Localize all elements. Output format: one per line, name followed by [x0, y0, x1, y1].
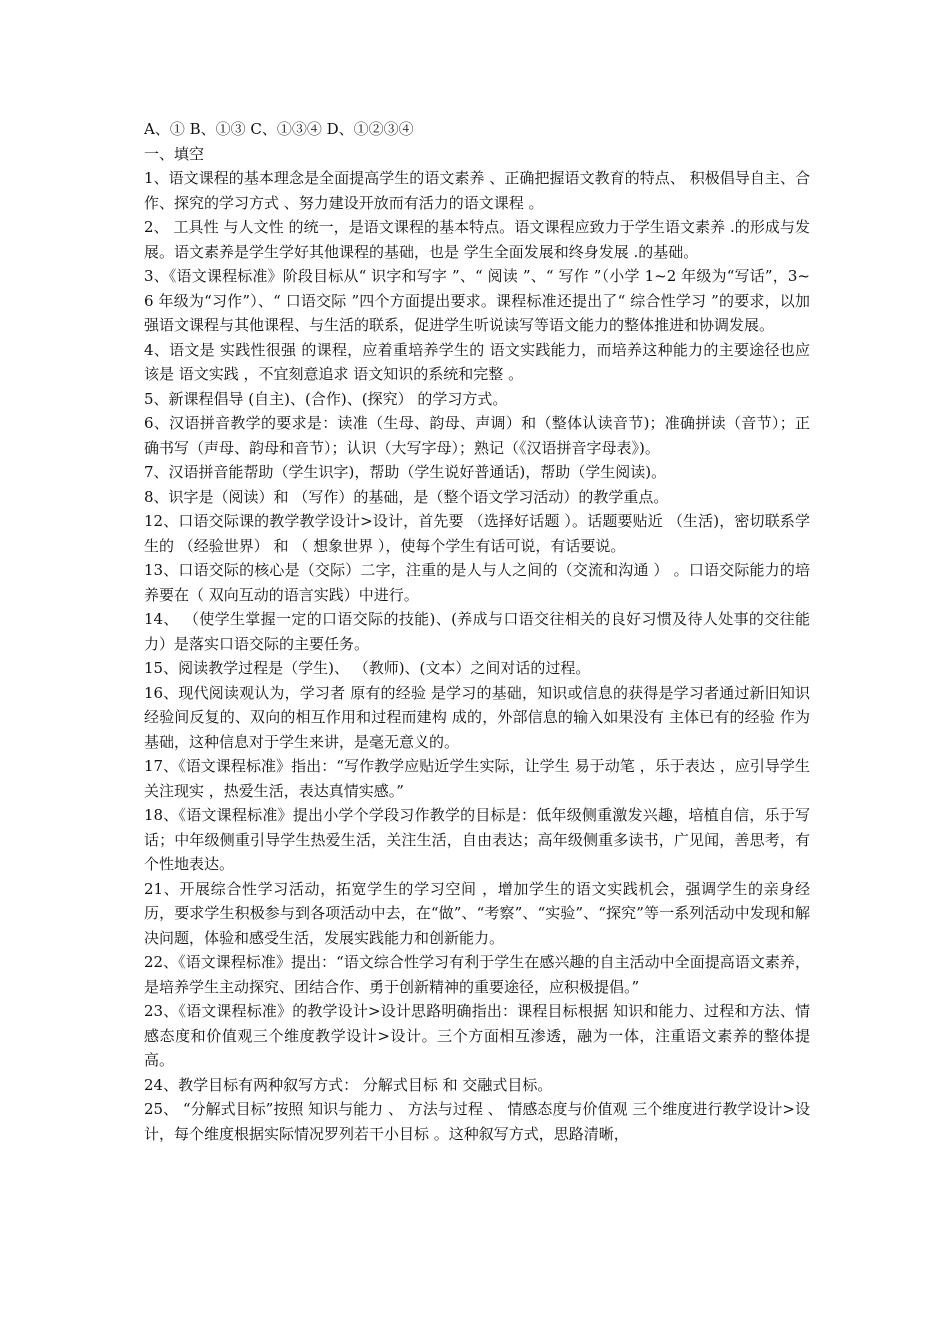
- paragraph: 15、阅读教学过程是（学生)、 （教师)、(文本）之间对话的过程。: [144, 659, 591, 677]
- options-line: A、① B、①③ C、①③④ D、①②③④: [144, 120, 414, 138]
- paragraph: 22、《语文课程标准》提出：“语文综合性学习有利于学生在感兴趣的自主活动中全面提高语文素养，是培养学生主动探究、团结合作、勇于创新精神的重要途径，应积极提倡。”: [144, 953, 810, 996]
- paragraph: 4、语文是 实践性很强 的课程，应着重培养学生的 语文实践能力，而培养这种能力的主要途径也应该是 语文实践 ，不宜刻意追求 语文知识的系统和完整 。: [144, 340, 810, 383]
- paragraph: 5、新课程倡导 (自主)、(合作)、(探究） 的学习方式。: [144, 389, 508, 408]
- paragraph: 6、汉语拼音教学的要求是：读准（生母、韵母、声调）和（整体认读音节)；准确拼读（音节）；正确书写（声母、韵母和音节）；认识（大写字母）；熟记（《汉语拼音字母表》)。: [144, 414, 810, 457]
- paragraph: 1、语文课程的基本理念是全面提高学生的语文素养 、正确把握语文教育的特点、 积极倡导自主、合作、探究的学习方式 、努力建设开放而有活力的语文课程 。: [144, 169, 810, 212]
- document-page: [144, 117, 810, 1146]
- paragraph: 25、 “分解式目标”按照 知识与能力 、 方法与过程 、 情感态度与价值观 三个维度进行教学设计>设计，每个维度根据实际情况罗列若干小目标 。这种叙写方式，思路清晰，: [144, 1100, 810, 1143]
- paragraph: 7、汉语拼音能帮助（学生识字)，帮助（学生说好普通话)，帮助（学生阅读)。: [144, 463, 667, 481]
- paragraph: 17、《语文课程标准》指出：“写作教学应贴近学生实际，让学生 易于动笔 ，乐于表达 ，应引导学生 关注现实 ，热爱生活，表达真情实感。”: [144, 757, 810, 800]
- paragraph: 21、开展综合性学习活动，拓宽学生的学习空间 ，增加学生的语文实践机会，强调学生的亲身经历，要求学生积极参与到各项活动中去，在“做”、“考察”、“实验”、“探究”等一系列活动中发现和解决问题，体验和感受生活，发展实践能力和创新能力。: [144, 879, 810, 947]
- paragraph: 3、《语文课程标准》阶段目标从“ 识字和写字 ”、“ 阅读 ”、“ 写作 ”（小学 1~2 年级为“写话”，3~6 年级为“习作”）、“ 口语交际 ”四个方面提出要求。课程标准还提出了“ 综合性学习 ”的要求，以加强语文课程与其他课程、与生活的联系，促进学生听说读写等语文能力的整体推进和协调发展。: [144, 267, 810, 334]
- paragraph: 13、口语交际的核心是（交际）二字，注重的是人与人之间的（交流和沟通 ） 。口语交际能力的培养要在（ 双向互动的语言实践）中进行。: [144, 561, 810, 604]
- paragraph: 8、识字是（阅读）和 （写作）的基础，是（整个语文学习活动）的教学重点。: [144, 487, 669, 506]
- paragraph-list: [144, 166, 810, 1146]
- paragraph: 14、 （使学生掌握一定的口语交际的技能)、(养成与口语交往相关的良好习惯及待人处事的交往能力）是落实口语交际的主要任务。: [144, 610, 810, 653]
- paragraph: 16、现代阅读观认为，学习者 原有的经验 是学习的基础，知识或信息的获得是学习者通过新旧知识经验间反复的、双向的相互作用和过程而建构 成的，外部信息的输入如果没有 主体已有的经验 作为基础，这种信息对于学生来讲，是毫无意义的。: [144, 683, 810, 751]
- paragraph: 2、 工具性 与人文性 的统一，是语文课程的基本特点。语文课程应致力于学生语文素养 .的形成与发展。语文素养是学生学好其他课程的基础，也是 学生全面发展和终身发展 .的基础。: [144, 218, 810, 261]
- paragraph: 24、教学目标有两种叙写方式： 分解式目标 和 交融式目标。: [144, 1075, 553, 1094]
- section-heading: 一、填空: [144, 144, 205, 163]
- paragraph: 18、《语文课程标准》提出小学个学段习作教学的目标是：低年级侧重激发兴趣，培植自信，乐于写话；中年级侧重引导学生热爱生活，关注生活，自由表达；高年级侧重多读书，广见闻，善思考，有个性地表达。: [144, 806, 810, 873]
- paragraph: 12、口语交际课的教学教学设计>设计，首先要 （选择好话题 ）。话题要贴近 （生活)，密切联系学生的 （经验世界） 和 （ 想象世界 ），使每个学生有话可说，有话要说。: [144, 512, 810, 555]
- paragraph: 23、《语文课程标准》的教学设计>设计思路明确指出：课程目标根据 知识和能力、过程和方法、情感态度和价值观三个维度教学设计>设计。三个方面相互渗透，融为一体，注重语文素养的整体提高。: [144, 1002, 810, 1069]
